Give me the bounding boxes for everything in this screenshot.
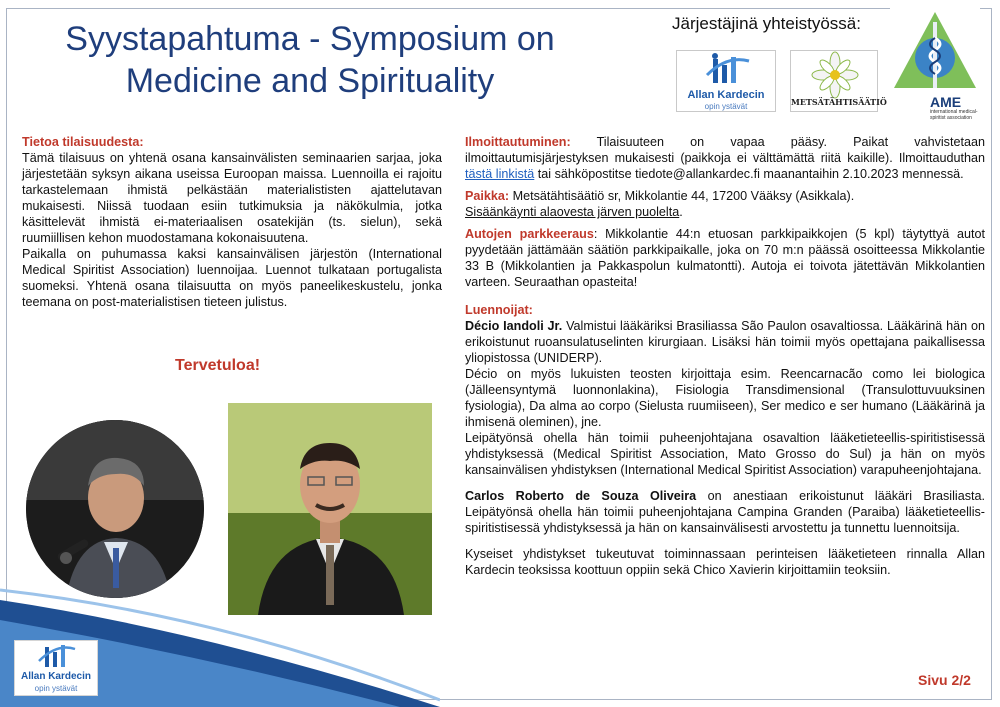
place-block xyxy=(465,188,985,220)
speaker-1-intro: Valmistui lääkäriksi Brasiliassa São Paulon osavaltiossa. Lääkärinä hän on erikoistunut ruoansulatuselinten kirurgiaan. Lisäksi hän toimii myös opettajana paikallisessa yliopistossa (UNIDERP). xyxy=(465,319,985,365)
welcome-text: Tervetuloa! xyxy=(175,357,261,374)
event-info-section xyxy=(22,134,442,310)
organizers-label: Järjestäjinä yhteistyössä: xyxy=(672,14,861,33)
speakers-heading: Luennoijat: xyxy=(465,303,533,317)
registration-text-2: tai sähköpostitse tiedote@allankardec.fi maanantaihin 2.10.2023 mennessä. xyxy=(537,167,964,181)
parking-colon: : xyxy=(593,227,598,241)
allan-kardec-logo-sub: opin ystävät xyxy=(704,102,748,111)
ame-logo xyxy=(890,8,980,121)
metsatahti-logo-name: METSÄTÄHTISÄÄTIÖ xyxy=(791,97,887,107)
info-heading: Tietoa tilaisuudesta: xyxy=(22,135,144,149)
parking-block xyxy=(465,226,985,290)
registration-heading: Ilmoittautuminen: xyxy=(465,135,571,149)
place-entry-end: . xyxy=(679,205,683,219)
footer-logo-sub: opin ystävät xyxy=(34,684,78,693)
parking-heading: Autojen parkkeeraus xyxy=(465,227,594,241)
allan-kardec-emblem-icon xyxy=(677,51,777,87)
metsatahti-logo xyxy=(790,50,887,112)
allan-kardec-emblem-icon xyxy=(15,641,99,671)
title-line-1: Syystapahtuma - Symposium on xyxy=(65,20,555,58)
allan-kardec-logo xyxy=(676,50,776,112)
info-paragraph-2: Paikalla on puhumassa kaksi kansainvälisen järjestön (International Medical Spiritist Association) luennoijaa. Luennot tulkataan portugalista suomeksi. Yhtenä osana tilaisuutta on myös paneelikeskustelu, jonka teemana on post-materialistisen tieteen julistus. xyxy=(22,247,442,309)
speaker-2-name: Carlos Roberto de Souza Oliveira xyxy=(465,489,697,503)
speaker-1-roles: Leipätyönsä ohella hän toimii puheenjohtajana osavaltion lääketieteellis-spiritistisessä yhdistyksessä (Medical Spiritist Association, Mato Grosso do Sul) ja hän on myös kansainvälisen yhdistyksen (International Medical Spiritist Association) varapuheenjohtajana. xyxy=(465,431,985,477)
speaker-1-works: Décio on myös lukuisten teosten kirjoittaja esim. Reencarnacão como lei biologica (Jälleensyntymä luonnonlakina), Fisiologia Transdimensional (Transulottuvuuksinen fysiologia), Da alma ao corpo (Sielusta ruumiiseen), Ser medico e ser humano (Lääkärinä ja ihmisenä oleminen), jne. xyxy=(465,367,985,429)
registration-link[interactable]: tästä linkistä xyxy=(465,167,535,181)
place-entry: Sisäänkäynti alaovesta järven puolelta xyxy=(465,205,680,219)
speaker-2-text: on anestiaan erikoistunut lääkäri Brasiliasta. Leipätyönsä ohella hän toimii puheenjohtajana Campina Granden (Paraiba) lääketieteellis-spiritistisessä yhdistyksessä ja hän on kansainvälisesti arvostettu ja tunnettu luennoitsija. xyxy=(465,489,986,535)
closing-paragraph: Kyseiset yhdistykset tukeutuvat toiminnassaan perinteisen lääketieteen rinnalla Allan Kardecin teoksissa koottuun oppiin sekä Chico Xavierin kirjoittamiin teoksiin. xyxy=(465,547,985,577)
place-heading: Paikka: xyxy=(465,189,510,203)
speaker-1-block xyxy=(465,318,985,366)
place-text: Metsätähtisäätiö sr, Mikkolantie 44, 17200 Vääksy (Asikkala). xyxy=(512,189,855,203)
ame-emblem-icon xyxy=(890,8,980,94)
footer-logo-name: Allan Kardecin xyxy=(20,671,92,682)
speaker-1-name: Décio Iandoli Jr. xyxy=(465,319,563,333)
footer-allan-kardec-logo xyxy=(14,640,98,696)
registration-block xyxy=(465,134,985,182)
event-details-section xyxy=(465,134,985,578)
registration-text-1: Tilaisuuteen on vapaa pääsy. Paikat vahvistetaan ilmoittautumisjärjestyksen mukaisesti (paikkoja ei välttämättä riitä kaikille). Ilmoittauduthan xyxy=(465,135,985,165)
allan-kardec-logo-name: Allan Kardecin xyxy=(687,89,765,101)
flower-icon xyxy=(791,51,879,99)
info-paragraph-1: Tämä tilaisuus on yhtenä osana kansainvälisten seminaarien sarjaa, joka järjestetään syksyn aikana useissa Euroopan maissa. Luennoilla ei rajoitu tarkastelemaan ihmistä pelkästään materialististen ajattelutavan mukaisesti. Niissä tuodaan esiin tutkimuksia ja näkökulmia, jotka käsittelevät ihmistä ei-materiaalisen osatekijän (ts. sielun), sekä ruumiillisen kehon muodostamana kokonaisuutena. xyxy=(22,151,442,245)
ame-logo-name: AME xyxy=(930,94,962,110)
parking-text: Mikkolantie 44:n etuosan parkkipaikkojen (5 kpl) täytyttyä autot pyydetään jättämään säätiön parkkipaikalle, joka on 70 m:n päässä osoitteessa Mikkolantie 33 B (Mikkolantien ja Pakkaspolun kulmatontti). Autoja ei toivota jätettävän Mikkolantien varteen. Seuraathan opasteita! xyxy=(465,227,985,289)
speaker-2-block xyxy=(465,488,985,536)
page-title xyxy=(30,18,590,102)
title-line-2: Medicine and Spirituality xyxy=(125,62,495,100)
page-number: Sivu 2/2 xyxy=(918,672,971,688)
ame-logo-sub: international medical-spiritist association xyxy=(930,109,978,121)
